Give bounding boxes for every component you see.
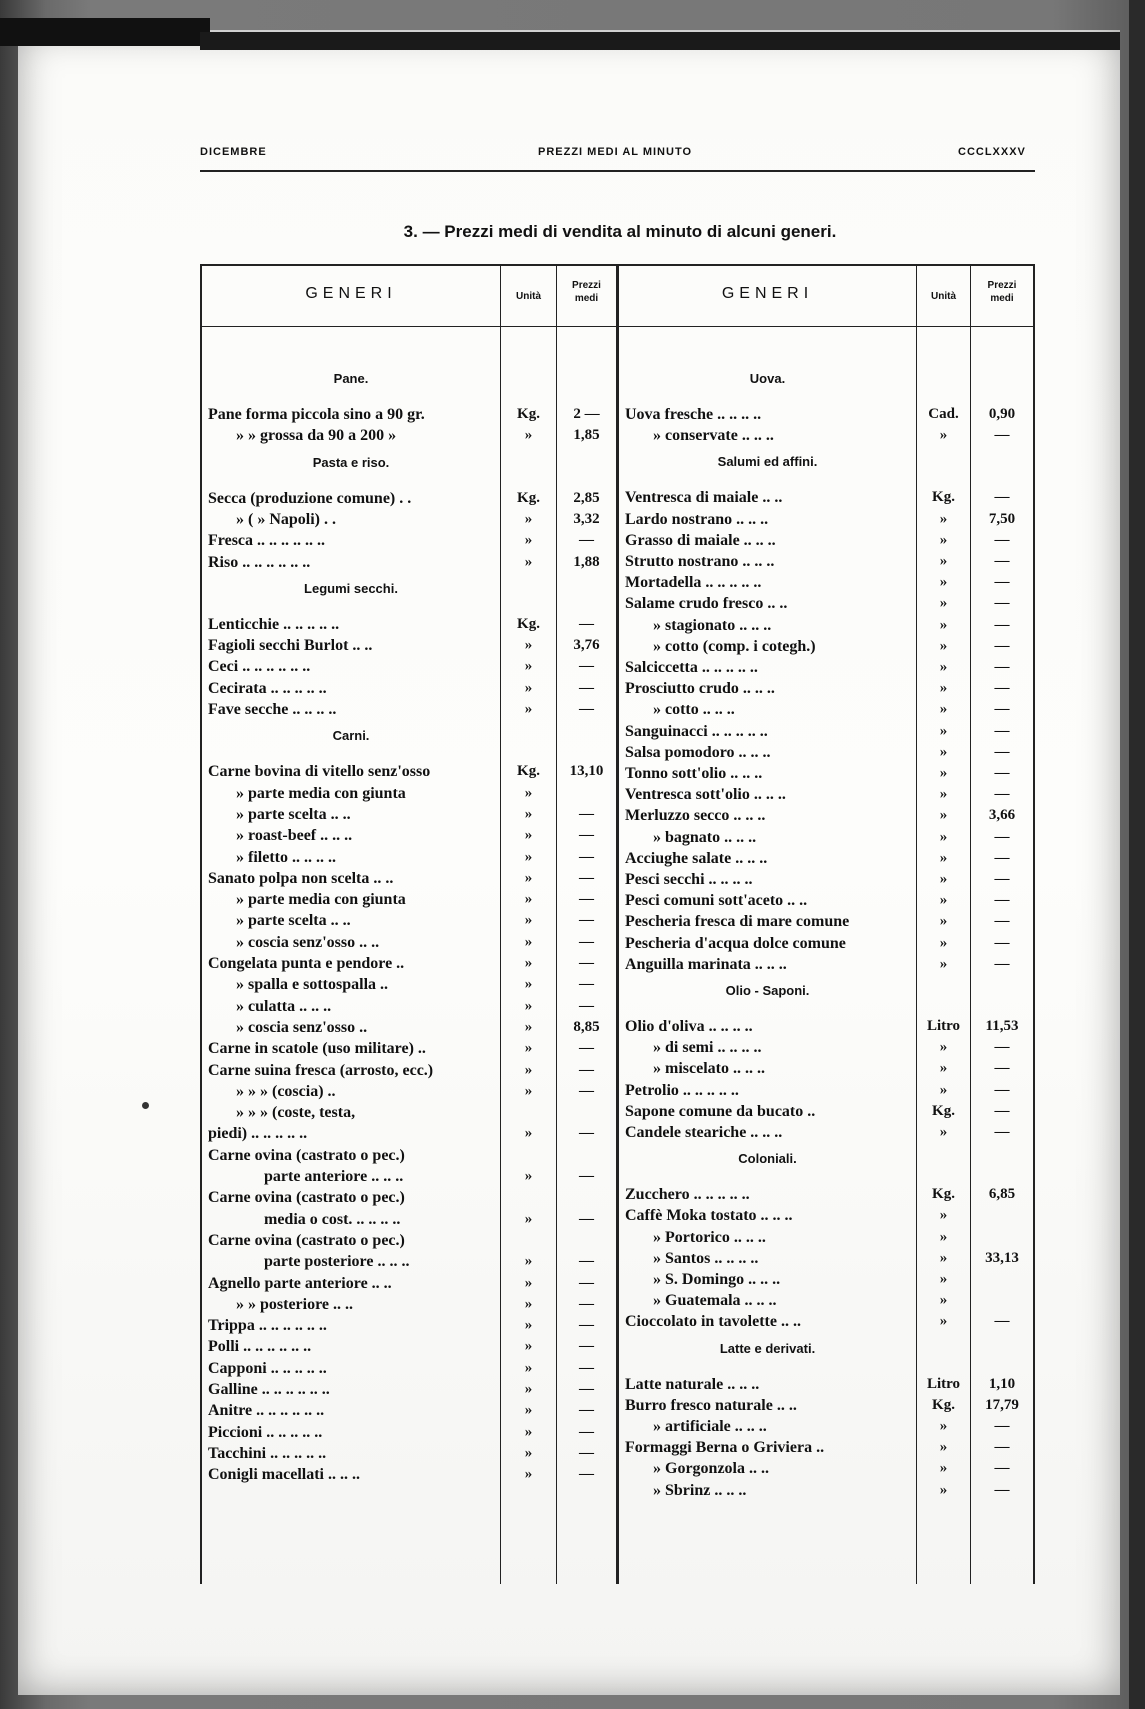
item-name: Carne in scatole (uso militare) .. <box>208 1040 426 1058</box>
item-name: Merluzzo secco .. .. .. <box>625 807 766 825</box>
item-unit: » <box>939 786 948 803</box>
item-unit: » <box>939 553 948 569</box>
item-name: » artificiale .. .. .. <box>653 1418 767 1435</box>
item-name: Lardo nostrano .. .. .. <box>625 510 769 528</box>
item-price: — <box>579 976 594 993</box>
item-unit: » <box>524 891 533 908</box>
running-header-title: PREZZI MEDI AL MINUTO <box>538 146 693 158</box>
item-name: Latte naturale .. .. .. <box>625 1375 760 1393</box>
item-unit: Kg. <box>932 1396 955 1413</box>
item-name: Salsa pomodoro .. .. .. <box>625 743 771 761</box>
item-price: — <box>579 1125 594 1142</box>
item-price: — <box>994 595 1010 612</box>
item-unit: » <box>939 892 948 909</box>
item-price: 6,85 <box>988 1186 1016 1203</box>
table-border-right <box>1033 264 1035 1584</box>
item-unit: » <box>524 1061 533 1078</box>
item-price: — <box>579 1338 594 1355</box>
item-price: — <box>579 1402 594 1419</box>
item-price: — <box>994 1039 1010 1056</box>
item-name: Salciccetta .. .. .. .. .. <box>625 659 758 676</box>
item-name: Pesci secchi .. .. .. .. <box>625 871 753 888</box>
item-name: » » » (coscia) .. <box>236 1082 336 1100</box>
item-name: » di semi .. .. .. .. <box>653 1039 762 1057</box>
item-name: Sanato polpa non scelta .. .. <box>208 869 394 887</box>
item-price: — <box>579 1317 594 1334</box>
item-name: » miscelato .. .. .. <box>653 1060 765 1078</box>
item-price: — <box>994 701 1010 718</box>
item-unit: » <box>939 955 948 972</box>
item-unit: » <box>939 1418 948 1434</box>
item-price: — <box>994 1418 1010 1434</box>
item-unit: » <box>524 1040 533 1057</box>
item-unit: » <box>939 743 948 760</box>
item-name: Fagioli secchi Burlot .. .. <box>208 637 373 655</box>
item-price: — <box>579 805 594 822</box>
item-price: — <box>994 1060 1010 1077</box>
item-name: parte posteriore .. .. .. <box>264 1253 410 1271</box>
item-name: Zucchero .. .. .. .. .. <box>625 1186 750 1204</box>
item-name: Ventresca di maiale .. .. <box>625 489 783 507</box>
item-name: Carne ovina (castrato o pec.) <box>208 1231 405 1249</box>
col-header-prezzi-left-line1: Prezzi <box>572 280 601 291</box>
item-price: — <box>579 869 594 886</box>
item-price: — <box>579 955 594 971</box>
item-unit: Kg. <box>932 1102 955 1119</box>
item-price: 0,90 <box>988 406 1016 422</box>
item-name: » ( » Napoli) . . <box>236 510 336 528</box>
item-price: — <box>994 553 1010 569</box>
item-name: Cecirata .. .. .. .. .. <box>208 679 327 697</box>
item-name: Carne bovina di vitello senz'osso <box>208 763 431 781</box>
item-unit: » <box>939 701 948 718</box>
item-name: Mortadella .. .. .. .. .. <box>625 574 762 592</box>
item-price: 1,88 <box>573 553 600 570</box>
item-unit: » <box>524 1274 533 1291</box>
item-name: Caffè Moka tostato .. .. .. <box>625 1207 793 1225</box>
item-price: 17,79 <box>985 1396 1019 1413</box>
item-price: 3,32 <box>573 510 600 527</box>
item-name: » parte media con giunta <box>236 784 406 802</box>
item-name: Olio d'oliva .. .. .. .. <box>625 1018 753 1035</box>
item-unit: » <box>524 997 533 1014</box>
item-unit: » <box>939 1207 948 1224</box>
item-price: — <box>579 1423 594 1440</box>
scan-shadow-right <box>1129 0 1145 1709</box>
item-unit: » <box>524 658 533 675</box>
item-unit: » <box>939 1481 948 1498</box>
item-name: » » posteriore .. .. <box>236 1295 354 1313</box>
item-name: » Gorgonzola .. .. <box>653 1460 769 1478</box>
item-price: — <box>994 1481 1010 1498</box>
item-name: » bagnato .. .. .. <box>653 828 757 846</box>
scan-shadow-top <box>200 32 1120 50</box>
item-unit: » <box>524 955 533 971</box>
item-unit: » <box>939 1292 948 1309</box>
item-name: Pescheria fresca di mare comune <box>625 913 850 931</box>
item-unit: » <box>524 1423 533 1440</box>
item-name: » spalla e sottospalla .. <box>236 976 389 994</box>
item-price: — <box>579 891 594 908</box>
item-unit: » <box>939 828 948 845</box>
item-unit: » <box>524 933 533 950</box>
item-name: Riso .. .. .. .. .. .. <box>208 553 311 571</box>
item-price: 2,85 <box>573 489 600 506</box>
item-price: — <box>579 679 594 696</box>
item-unit: » <box>939 1039 948 1056</box>
item-unit: » <box>939 1081 948 1098</box>
item-price: 3,76 <box>573 637 600 654</box>
item-unit: Cad. <box>928 406 959 422</box>
item-unit: » <box>524 1253 533 1270</box>
section-heading: Carni. <box>332 728 370 744</box>
item-price: — <box>994 574 1010 591</box>
item-unit: » <box>524 1402 533 1419</box>
item-name: » filetto .. .. .. .. <box>236 848 336 866</box>
item-unit: » <box>524 848 533 865</box>
item-unit: Litro <box>926 1375 961 1392</box>
item-name: Ventresca sott'olio .. .. .. <box>625 786 786 804</box>
item-name: Polli .. .. .. .. .. .. <box>208 1338 312 1356</box>
item-price: — <box>994 637 1010 654</box>
margin-dot <box>142 1102 149 1109</box>
item-price: — <box>994 1124 1010 1140</box>
item-price: — <box>994 955 1010 972</box>
item-unit: Litro <box>926 1018 961 1034</box>
item-unit: » <box>524 1444 533 1461</box>
item-price: — <box>579 1168 594 1184</box>
item-unit: » <box>939 637 948 654</box>
item-name: Uova fresche .. .. .. .. <box>625 406 762 423</box>
item-name: Grasso di maiale .. .. .. <box>625 531 776 549</box>
item-price: — <box>579 1295 594 1312</box>
item-name: Tacchini .. .. .. .. .. <box>208 1444 327 1462</box>
item-price: — <box>579 848 594 865</box>
item-unit: » <box>524 805 533 822</box>
item-unit: » <box>939 1460 948 1477</box>
item-unit: » <box>524 427 533 444</box>
item-unit: » <box>524 912 533 929</box>
item-unit: » <box>939 934 948 951</box>
item-unit: » <box>939 765 948 781</box>
col-header-prezzi-right-line1: Prezzi <box>987 280 1017 291</box>
item-price: — <box>994 722 1010 739</box>
item-name: » » » (coste, testa, <box>236 1104 356 1122</box>
item-unit: » <box>524 1168 533 1184</box>
item-name: Anguilla marinata .. .. .. <box>625 955 787 973</box>
item-name: Lenticchie .. .. .. .. .. <box>208 615 340 633</box>
item-name: Congelata punta e pendore .. <box>208 955 405 972</box>
item-name: Secca (produzione comune) . . <box>208 489 412 507</box>
item-price: — <box>994 1102 1010 1119</box>
section-heading: Pasta e riso. <box>312 454 390 470</box>
item-name: Acciughe salate .. .. .. <box>625 849 768 867</box>
item-unit: » <box>524 532 533 549</box>
item-price: — <box>994 1313 1010 1330</box>
col-header-generi-right: GENERI <box>721 285 814 302</box>
item-name: » Santos .. .. .. .. <box>653 1249 759 1267</box>
item-unit: » <box>939 1249 948 1266</box>
item-unit: » <box>524 637 533 654</box>
item-unit: » <box>939 722 948 739</box>
col-header-prezzi-left <box>557 279 616 305</box>
item-name: Pane forma piccola sino a 90 gr. <box>208 406 425 423</box>
item-unit: » <box>939 659 948 675</box>
item-name: Prosciutto crudo .. .. .. <box>625 680 775 698</box>
item-name: Salame crudo fresco .. .. <box>625 595 788 613</box>
item-price: — <box>579 1253 594 1270</box>
item-unit: Kg. <box>517 763 540 780</box>
col-header-prezzi-right <box>971 279 1033 305</box>
item-unit: » <box>939 427 948 444</box>
item-unit: » <box>524 1295 533 1312</box>
item-unit: » <box>524 553 533 570</box>
item-price: — <box>579 997 594 1014</box>
item-name: » stagionato .. .. .. <box>653 616 772 634</box>
item-name: » Portorico .. .. .. <box>653 1228 766 1246</box>
item-unit: » <box>524 701 533 717</box>
item-price: — <box>994 892 1010 909</box>
item-price: — <box>579 1444 594 1461</box>
scan-shadow-top-left <box>0 18 210 46</box>
item-price: 7,50 <box>988 510 1016 527</box>
item-price: — <box>994 765 1010 781</box>
item-unit: » <box>939 531 948 548</box>
item-unit: » <box>939 1228 948 1245</box>
item-price: — <box>579 1274 594 1291</box>
item-name: » coscia senz'osso .. <box>236 1018 368 1036</box>
item-name: Tonno sott'olio .. .. .. <box>625 765 763 782</box>
item-price: — <box>994 913 1010 930</box>
item-unit: » <box>524 510 533 527</box>
item-name: Fave secche .. .. .. .. <box>208 701 337 718</box>
col-header-unita-right: Unità <box>931 291 956 302</box>
item-price: — <box>579 933 594 950</box>
item-price: — <box>994 616 1010 633</box>
item-name: Capponi .. .. .. .. .. <box>208 1359 327 1377</box>
col-header-unita-left: Unità <box>516 291 541 302</box>
item-name: Agnello parte anteriore .. .. <box>208 1274 392 1292</box>
col-header-generi-left: GENERI <box>305 285 397 302</box>
item-price: — <box>994 828 1010 845</box>
item-unit: » <box>524 827 533 844</box>
col-header-prezzi-right-line2: medi <box>990 293 1014 304</box>
item-name: Carne ovina (castrato o pec.) <box>208 1189 405 1207</box>
section-heading: Coloniali. <box>738 1151 797 1167</box>
item-name: Strutto nostrano .. .. .. <box>625 553 775 570</box>
item-name: » cotto (comp. i cotegh.) <box>653 637 816 655</box>
item-price: — <box>994 849 1010 866</box>
item-unit: » <box>524 1018 533 1035</box>
item-name: » S. Domingo .. .. .. <box>653 1271 781 1288</box>
item-name: Ceci .. .. .. .. .. .. <box>208 658 311 676</box>
item-name: » culatta .. .. .. <box>236 997 332 1015</box>
item-unit: Kg. <box>932 489 955 506</box>
item-price: — <box>579 615 594 632</box>
table-title: 3. — Prezzi medi di vendita al minuto di alcuni generi. <box>403 222 837 241</box>
running-header-page-number: CCCLXXXV <box>958 146 1026 158</box>
section-heading: Latte e derivati. <box>719 1340 816 1356</box>
col-header-prezzi-left-line2: medi <box>574 293 599 304</box>
item-name: Petrolio .. .. .. .. .. <box>625 1081 739 1099</box>
item-unit: » <box>524 1381 533 1397</box>
item-unit: Kg. <box>517 406 540 422</box>
item-price: — <box>994 1081 1010 1098</box>
section-heading: Salumi ed affini. <box>717 454 818 470</box>
item-name: » parte scelta .. .. <box>236 805 351 823</box>
item-name: Formaggi Berna o Griviera .. <box>625 1439 825 1457</box>
item-unit: » <box>524 1338 533 1355</box>
item-name: Conigli macellati .. .. .. <box>208 1466 360 1484</box>
item-name: » Guatemala .. .. .. <box>653 1292 777 1310</box>
item-price: — <box>994 489 1010 506</box>
item-price: — <box>994 680 1010 697</box>
section-heading: Pane. <box>333 371 369 386</box>
item-unit: » <box>939 807 948 824</box>
item-price: — <box>579 827 594 844</box>
item-unit: » <box>524 1082 533 1099</box>
item-name: » parte media con giunta <box>236 891 406 909</box>
item-price: — <box>579 1210 594 1227</box>
item-price: — <box>994 659 1010 675</box>
section-heading: Uova. <box>749 371 786 386</box>
item-name: Galline .. .. .. .. .. .. <box>208 1381 330 1398</box>
item-name: » coscia senz'osso .. .. <box>236 933 380 951</box>
item-name: Piccioni .. .. .. .. .. <box>208 1423 323 1441</box>
item-unit: » <box>524 1317 533 1334</box>
section-heading: Olio - Saponi. <box>725 983 810 998</box>
item-price: — <box>579 1040 594 1057</box>
section-heading: Legumi secchi. <box>304 580 398 596</box>
item-name: » roast-beef .. .. .. <box>236 827 353 845</box>
running-header-month: DICEMBRE <box>200 146 267 158</box>
item-unit: » <box>524 976 533 993</box>
item-name: Trippa .. .. .. .. .. .. <box>208 1317 327 1335</box>
item-unit: » <box>939 595 948 612</box>
item-price: — <box>579 912 594 929</box>
item-price: — <box>994 427 1010 444</box>
item-price: 11,53 <box>985 1018 1019 1034</box>
item-unit: » <box>939 616 948 633</box>
item-unit: » <box>524 869 533 886</box>
item-price: — <box>994 743 1010 760</box>
item-name: Sanguinacci .. .. .. .. .. <box>625 722 768 740</box>
item-unit: » <box>524 679 533 696</box>
item-unit: Kg. <box>932 1186 955 1203</box>
item-unit: » <box>939 1124 948 1140</box>
item-price: 3,66 <box>988 807 1016 824</box>
item-unit: » <box>524 784 533 801</box>
item-unit: » <box>939 680 948 697</box>
item-name: piedi) .. .. .. .. .. <box>208 1125 308 1143</box>
item-name: » parte scelta .. .. <box>236 912 351 930</box>
item-unit: » <box>939 1060 948 1077</box>
item-name: Anitre .. .. .. .. .. .. <box>208 1402 325 1420</box>
item-name: Burro fresco naturale .. .. <box>625 1396 797 1414</box>
item-price: — <box>994 531 1010 548</box>
item-price: — <box>994 1439 1010 1456</box>
item-name: » conservate .. .. .. <box>653 427 774 445</box>
item-name: parte anteriore .. .. .. <box>264 1168 404 1185</box>
item-unit: Kg. <box>517 615 540 632</box>
item-unit: » <box>524 1210 533 1227</box>
item-price: 33,13 <box>985 1249 1019 1266</box>
item-name: Pescheria d'acqua dolce comune <box>625 934 846 952</box>
item-name: Fresca .. .. .. .. .. .. <box>208 532 326 550</box>
item-unit: » <box>939 1439 948 1456</box>
header-rule <box>200 170 1035 172</box>
item-price: — <box>579 532 594 549</box>
item-name: Candele steariche .. .. .. <box>625 1124 783 1141</box>
item-price: — <box>994 871 1010 887</box>
item-name: Carne suina fresca (arrosto, ecc.) <box>208 1061 434 1079</box>
item-unit: Kg. <box>517 489 540 506</box>
item-price: — <box>994 934 1010 951</box>
item-unit: » <box>524 1359 533 1376</box>
item-price: 8,85 <box>573 1018 600 1035</box>
item-unit: » <box>939 871 948 887</box>
item-unit: » <box>939 510 948 527</box>
item-price: 2 — <box>573 406 600 422</box>
item-price: 1,85 <box>573 427 600 444</box>
item-price: 13,10 <box>569 763 604 780</box>
item-name: media o cost. .. .. .. .. <box>264 1210 401 1228</box>
item-unit: » <box>524 1466 533 1483</box>
item-price: — <box>994 1460 1010 1477</box>
item-price: — <box>579 1381 594 1397</box>
item-name: Carne ovina (castrato o pec.) <box>208 1146 405 1164</box>
item-unit: » <box>939 913 948 930</box>
item-price: — <box>579 1061 594 1078</box>
item-name: Sapone comune da bucato .. <box>625 1102 816 1120</box>
item-unit: » <box>939 1313 948 1330</box>
item-name: Cioccolato in tavolette .. .. <box>625 1313 801 1331</box>
item-price: — <box>579 701 594 717</box>
item-unit: » <box>939 849 948 866</box>
item-price: — <box>579 1359 594 1376</box>
item-name: » cotto .. .. .. <box>653 701 735 719</box>
item-price: 1,10 <box>988 1375 1016 1392</box>
item-price: — <box>579 1082 594 1099</box>
item-name: » » grossa da 90 a 200 » <box>236 427 397 445</box>
item-unit: » <box>939 574 948 591</box>
item-price: — <box>579 1466 594 1483</box>
item-name: » Sbrinz .. .. .. <box>653 1481 747 1499</box>
item-unit: » <box>524 1125 533 1142</box>
item-name: Pesci comuni sott'aceto .. .. <box>625 892 808 910</box>
item-price: — <box>994 786 1010 803</box>
item-price: — <box>579 658 594 675</box>
item-unit: » <box>939 1271 948 1287</box>
